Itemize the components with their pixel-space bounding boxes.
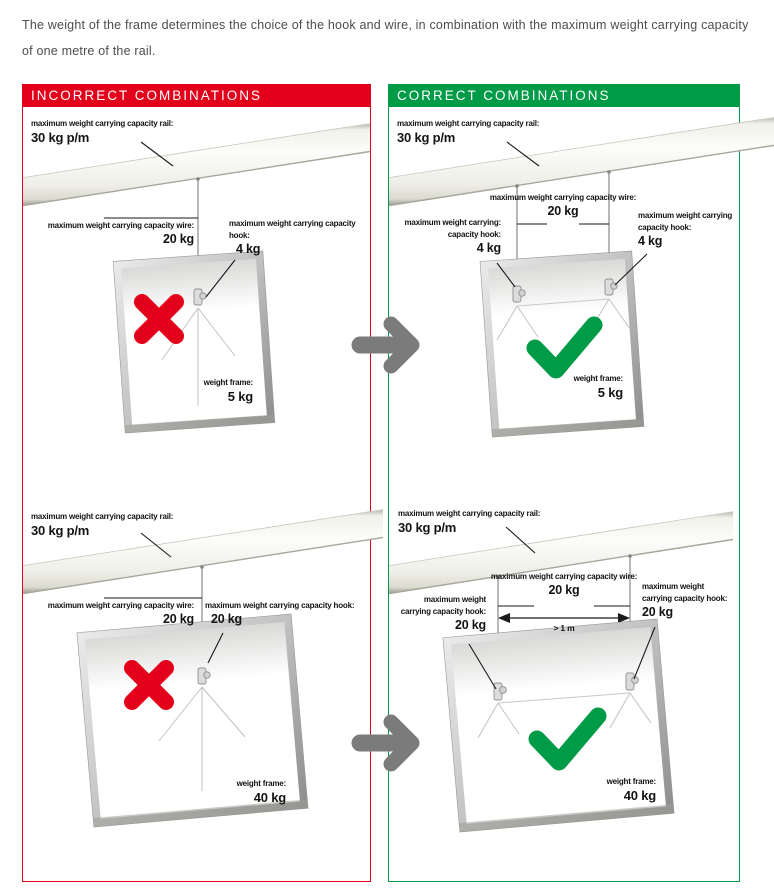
hook-right-capacity-value: 20 kg — [642, 605, 673, 619]
diagram-bottom-correct — [389, 491, 739, 883]
rail-capacity-value: 30 kg p/m — [398, 520, 457, 535]
diagram-graphics — [23, 108, 370, 491]
wire-capacity-value: 20 kg — [548, 583, 580, 597]
intro-text — [22, 12, 762, 64]
frame-weight-value: 5 kg — [597, 385, 623, 400]
hook-left-capacity-value: 20 kg — [455, 618, 486, 632]
diagram-graphics — [23, 491, 383, 884]
wire-capacity-label: maximum weight carrying capacity wire: 20 kg — [27, 220, 194, 246]
panel-incorrect-header — [22, 84, 371, 107]
frame-weight-value: 5 kg — [227, 389, 253, 404]
hook-capacity-value: 20 kg — [211, 612, 242, 626]
picture-frame — [480, 251, 644, 437]
hook-capacity-value: 4 kg — [236, 242, 261, 256]
rail-capacity-label: maximum weight carrying capacity rail: 30 kg p/m — [31, 119, 174, 145]
wire-attachment — [515, 184, 519, 188]
diagram-top-incorrect — [23, 108, 370, 491]
wire-attachment — [628, 554, 632, 558]
wire-capacity-label: maximum weight carrying capacity wire: 20 kg — [484, 571, 644, 597]
frame-weight-value: 40 kg — [623, 788, 656, 803]
frame-weight-value: 40 kg — [253, 790, 286, 805]
rail-capacity-label: maximum weight carrying capacity rail: 30 kg p/m — [31, 512, 174, 538]
intro-line-1: The weight of the frame determines the choice of the hook and wire, in combination with the maximum weight carrying capacity — [22, 18, 749, 32]
hook-left-capacity-label: maximum weight carrying: capacity hook: 4 kg — [389, 217, 501, 255]
rail-capacity-label: maximum weight carrying capacity rail: 30 kg p/m — [397, 119, 540, 145]
hook-right-capacity-label: maximum weight carrying capacity hook: 4 kg — [638, 211, 733, 248]
rail-capacity-value: 30 kg p/m — [31, 523, 90, 538]
wire-capacity-label: maximum weight carrying capacity wire: 20 kg — [27, 600, 194, 626]
hook-left-capacity-label: maximum weight carrying capacity hook: 20 kg — [389, 594, 486, 632]
diagram-graphics — [389, 491, 741, 884]
wire-capacity-value: 20 kg — [547, 204, 579, 218]
transition-arrow-icon — [351, 712, 431, 774]
hook-right-capacity-label: maximum weight carrying capacity hook: 20 kg — [642, 582, 728, 619]
wire-attachment — [607, 170, 611, 174]
frame-weight-label: weight frame: 5 kg — [513, 373, 623, 400]
rail-capacity-value: 30 kg p/m — [397, 130, 456, 145]
hook-capacity-label: maximum weight carrying capacity hook: 4 kg — [229, 219, 356, 256]
transition-arrow-icon — [351, 314, 431, 376]
frame-weight-label: weight frame: 5 kg — [143, 377, 253, 404]
intro-line-2: of one metre of the rail. — [22, 44, 156, 58]
rail-capacity-value: 30 kg p/m — [31, 130, 90, 145]
wire-attachment — [196, 177, 200, 181]
hook-left-capacity-value: 4 kg — [476, 241, 501, 255]
hook-capacity-label: maximum weight carrying capacity hook: 20 kg — [205, 601, 355, 626]
wire-capacity-value: 20 kg — [163, 612, 194, 626]
wire-capacity-value: 20 kg — [163, 232, 194, 246]
panel-correct — [388, 84, 740, 882]
frame-weight-label: weight frame: 40 kg — [546, 776, 656, 803]
panel-correct-title: CORRECT COMBINATIONS — [397, 88, 611, 103]
hook-right-capacity-value: 4 kg — [638, 234, 663, 248]
rail-capacity-label: maximum weight carrying capacity rail: 30 kg p/m — [398, 509, 541, 535]
wire-capacity-label: maximum weight carrying capacity wire: 20 kg — [483, 192, 643, 218]
wire-attachment — [200, 565, 204, 569]
panel-incorrect — [22, 84, 371, 882]
diagram-graphics — [389, 108, 774, 491]
diagram-top-correct — [389, 108, 739, 491]
panel-correct-header — [388, 84, 740, 107]
diagram-bottom-incorrect — [23, 491, 370, 883]
frame-weight-label: weight frame: 40 kg — [176, 778, 286, 805]
panel-incorrect-title: INCORRECT COMBINATIONS — [31, 88, 263, 103]
distance-label: > 1 m — [553, 623, 575, 633]
